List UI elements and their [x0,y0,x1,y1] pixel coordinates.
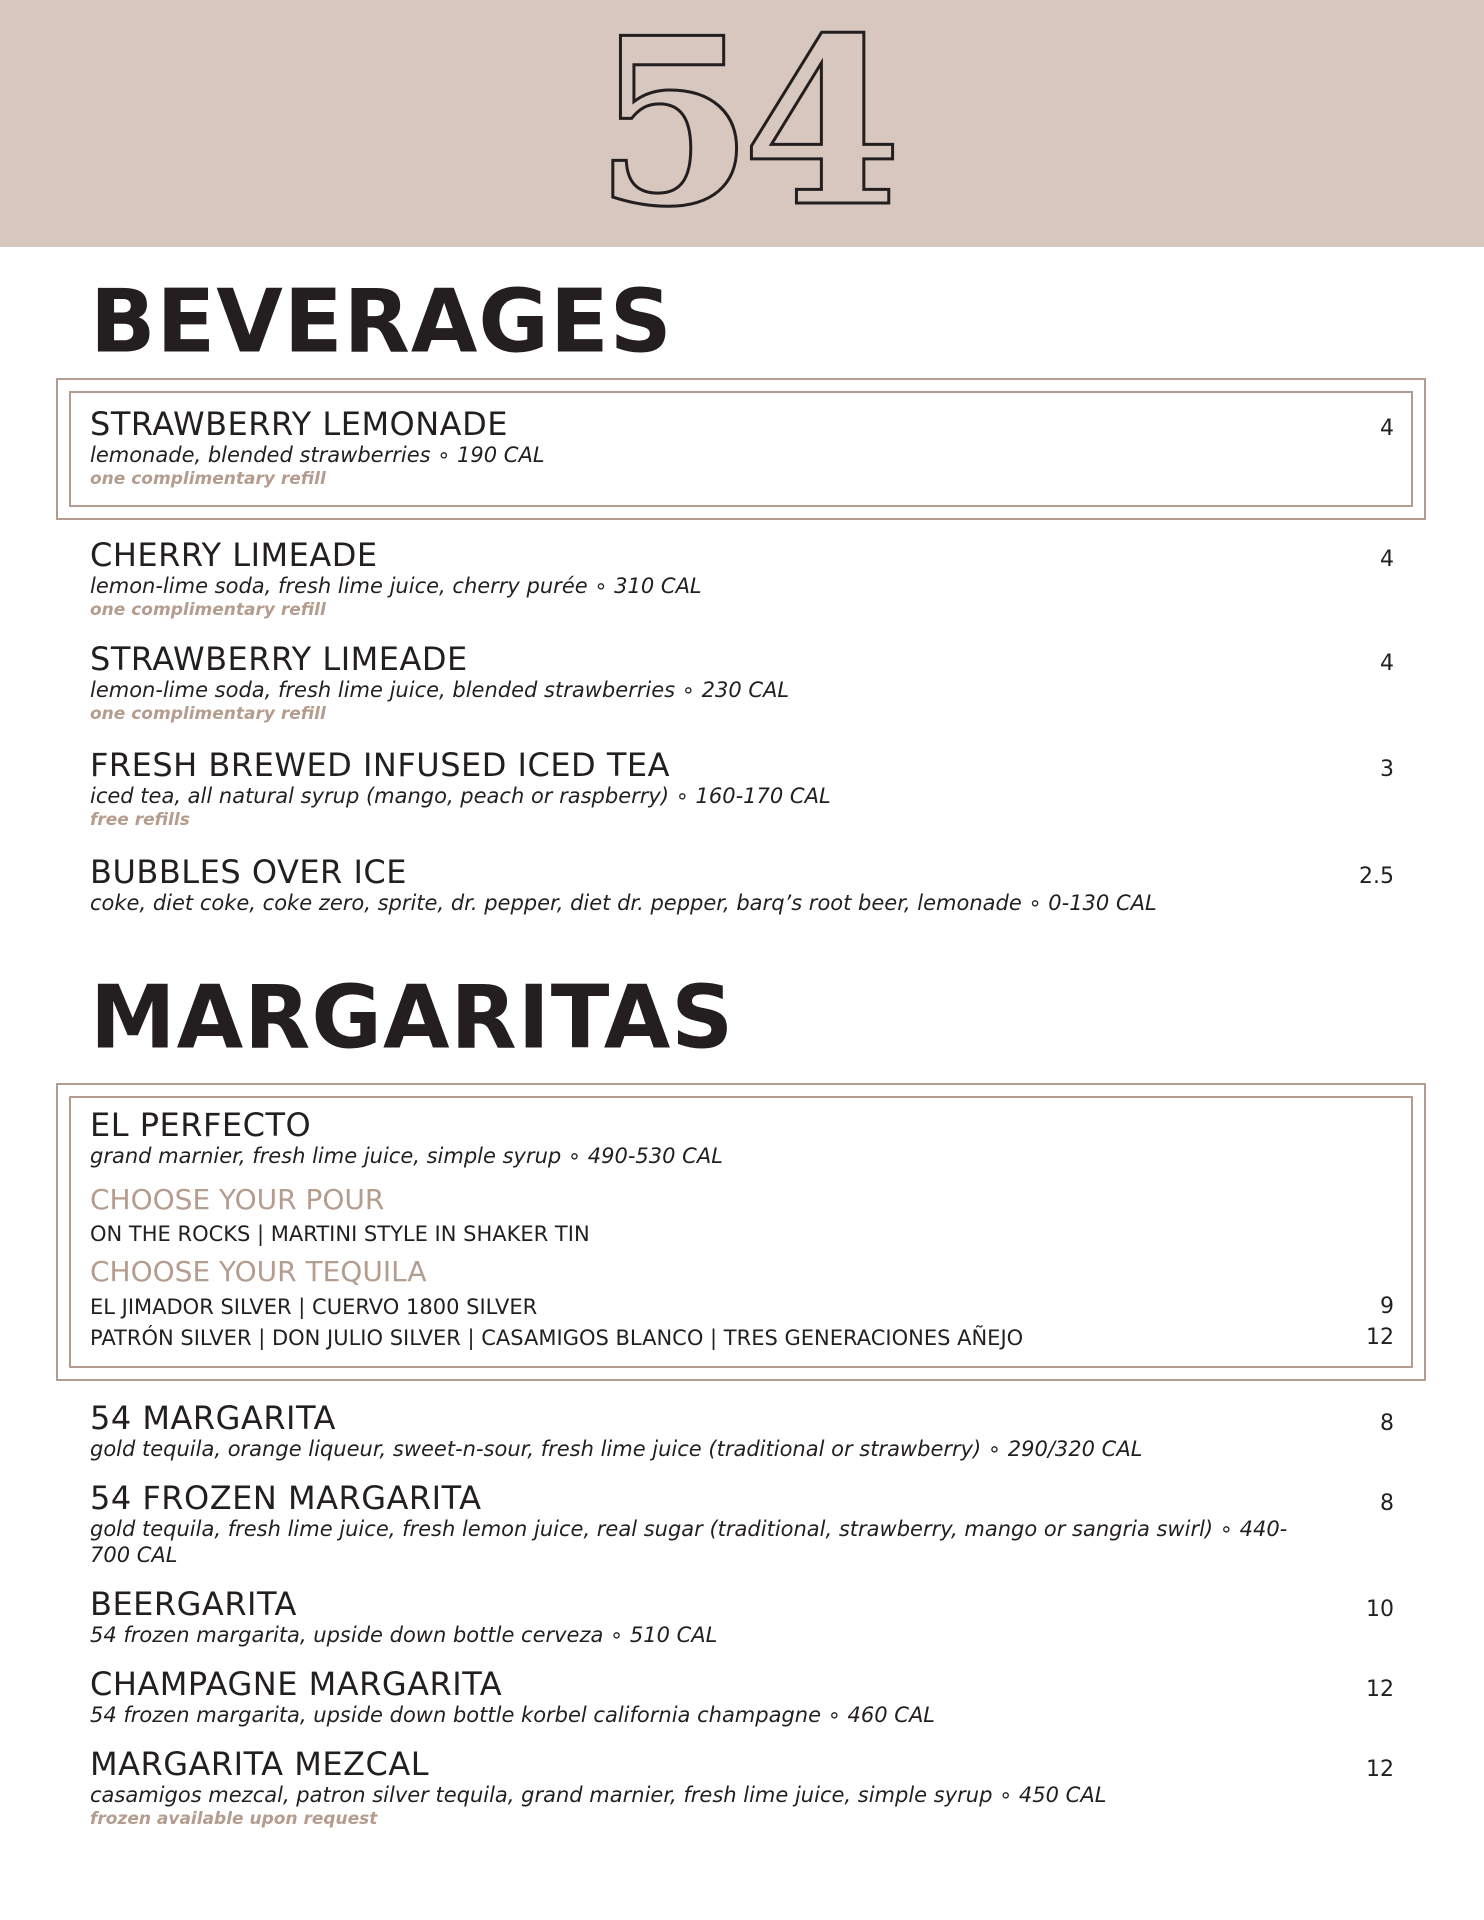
tequila-tier-2: PATRÓN SILVER | DON JULIO SILVER | CASAMIGOS BLANCO | TRES GENERACIONES AÑEJO [90,1326,1024,1350]
item-price: 3 [1380,757,1394,782]
item-name: BUBBLES OVER ICE [90,853,407,891]
item-description: 54 frozen margarita, upside down bottle korbel california champagne ∘ 460 CAL [90,1703,936,1727]
item-description: 54 frozen margarita, upside down bottle cerveza ∘ 510 CAL [90,1623,718,1647]
menu-item [90,1400,1390,1462]
featured-item [90,1107,1390,1169]
item-name: CHAMPAGNE MARGARITA [90,1665,503,1703]
tequila-tier-1-price: 9 [1380,1294,1394,1319]
tequila-tier-1: EL JIMADOR SILVER | CUERVO 1800 SILVER [90,1295,538,1319]
item-description: lemonade, blended strawberries ∘ 190 CAL [90,443,545,467]
restaurant-logo [0,0,1484,258]
logo-text: 54 [593,0,891,258]
item-price: 12 [1366,1677,1394,1702]
item-note: frozen available upon request [90,1809,378,1829]
item-price: 4 [1380,651,1394,676]
item-price: 4 [1380,416,1394,441]
item-name: CHERRY LIMEADE [90,536,378,574]
item-note: one complimentary refill [90,600,326,620]
item-price: 8 [1380,1411,1394,1436]
item-description: gold tequila, fresh lime juice, fresh lemon juice, real sugar (traditional, strawberry, mango or sangria swirl) ∘ 440-700 CAL [90,1517,1288,1567]
menu-item [90,641,1390,725]
item-description: lemon-lime soda, fresh lime juice, blended strawberries ∘ 230 CAL [90,678,790,702]
item-note: one complimentary refill [90,704,326,724]
item-note: free refills [90,810,190,830]
beverages-heading: BEVERAGES [90,271,673,373]
menu-item [90,537,1390,621]
menu-item [90,406,1390,490]
margaritas-heading: MARGARITAS [90,967,735,1069]
item-name: 54 FROZEN MARGARITA [90,1479,482,1517]
item-name: STRAWBERRY LIMEADE [90,640,468,678]
menu-item [90,1480,1390,1568]
item-description: lemon-lime soda, fresh lime juice, cherry purée ∘ 310 CAL [90,574,702,598]
pour-options: ON THE ROCKS | MARTINI STYLE IN SHAKER TIN [90,1222,590,1246]
tequila-tier-2-price: 12 [1366,1325,1394,1350]
item-description: coke, diet coke, coke zero, sprite, dr. pepper, diet dr. pepper, barq’s root beer, lemonade ∘ 0-130 CAL [90,891,1157,915]
item-description: casamigos mezcal, patron silver tequila, grand marnier, fresh lime juice, simple syrup ∘ 450 CAL [90,1783,1107,1807]
menu-item [90,1746,1390,1830]
item-name: 54 MARGARITA [90,1399,336,1437]
item-name: MARGARITA MEZCAL [90,1745,430,1783]
item-price: 4 [1380,547,1394,572]
item-description: iced tea, all natural syrup (mango, peach or raspberry) ∘ 160-170 CAL [90,784,831,808]
item-description: grand marnier, fresh lime juice, simple syrup ∘ 490-530 CAL [90,1144,723,1168]
menu-item [90,1586,1390,1648]
item-name: BEERGARITA [90,1585,297,1623]
item-description: gold tequila, orange liqueur, sweet-n-sour, fresh lime juice (traditional or strawberry) ∘ 290/320 CAL [90,1437,1143,1461]
item-name: STRAWBERRY LEMONADE [90,405,508,443]
choose-tequila-heading: CHOOSE YOUR TEQUILA [90,1255,427,1288]
menu-item [90,854,1390,916]
item-price: 10 [1366,1597,1394,1622]
menu-item [90,747,1390,831]
item-name: EL PERFECTO [90,1106,312,1144]
item-note: one complimentary refill [90,469,326,489]
item-price: 12 [1366,1757,1394,1782]
item-price: 8 [1380,1491,1394,1516]
menu-item [90,1666,1390,1728]
item-name: FRESH BREWED INFUSED ICED TEA [90,746,670,784]
choose-pour-heading: CHOOSE YOUR POUR [90,1183,385,1216]
item-price: 2.5 [1359,864,1394,889]
